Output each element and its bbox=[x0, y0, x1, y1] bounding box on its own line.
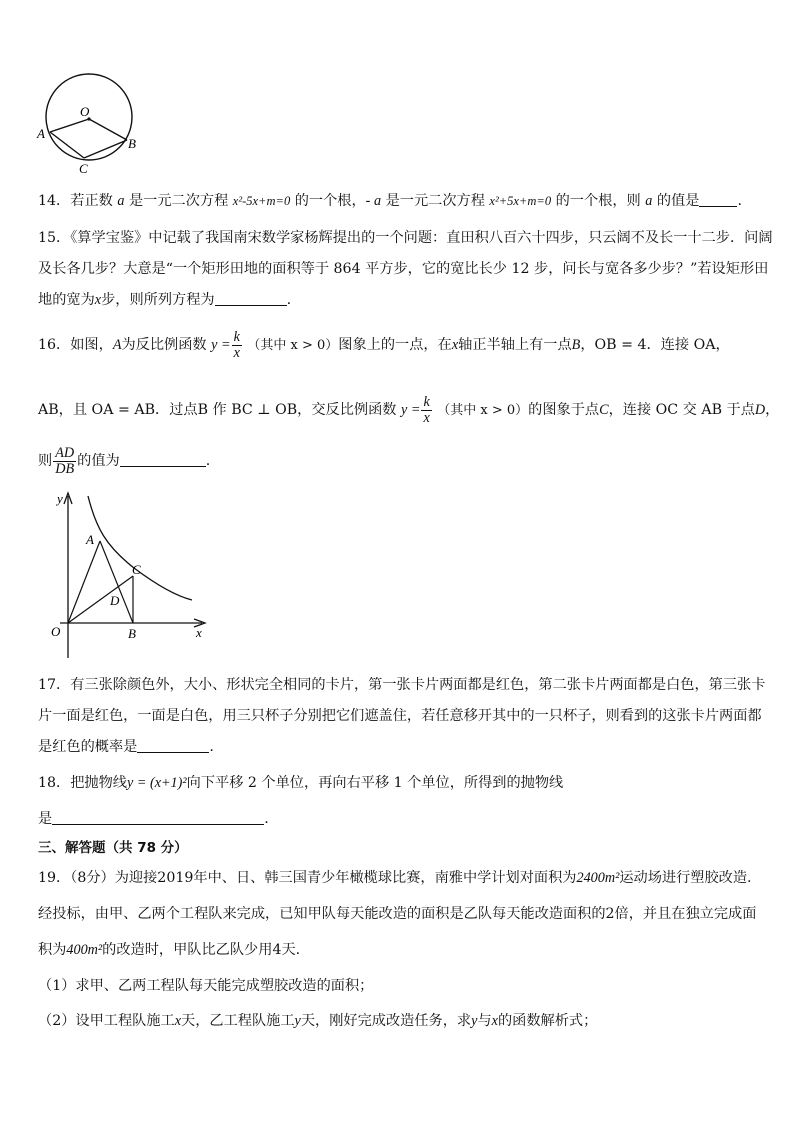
q16-line-2 bbox=[38, 390, 779, 431]
q16-text-3b: 的值为 bbox=[77, 453, 120, 469]
q17-text-3: 是红色的概率是 bbox=[38, 739, 138, 755]
label-y: y bbox=[57, 491, 63, 506]
q15-var-x: x bbox=[94, 292, 102, 308]
q19-part-1: （1）求甲、乙两工程队每天能完成塑胶改造的面积； bbox=[38, 978, 374, 994]
q19-text-1c: 运动场进行塑胶改造. bbox=[619, 870, 752, 886]
label-C: C bbox=[132, 562, 141, 577]
q15-text-3b: 步，则所列方程为 bbox=[101, 292, 215, 308]
q16-answer-blank[interactable] bbox=[120, 452, 206, 467]
label-A: A bbox=[37, 126, 45, 141]
q14-var-a-2: a bbox=[645, 193, 653, 209]
q15-line-1: 15．《算学宝鉴》中记载了我国南宋数学家杨辉提出的一个问题：直田积八百六十四步，只云阔不及长一十二步．问阔 bbox=[38, 230, 773, 246]
q16-text-2d: ，连接 OC 交 AB 于点 bbox=[608, 402, 755, 418]
q19-year: 2019 bbox=[157, 870, 194, 886]
label-x: x bbox=[196, 625, 202, 640]
q16-line-3 bbox=[38, 443, 210, 479]
q18-text-1b: 向下平移 2 个单位，再向右平移 1 个单位，所得到的抛物线 bbox=[186, 775, 564, 791]
q16-ob: ，OB = 4．连接 OA， bbox=[580, 337, 730, 353]
q19-var-y-2: y bbox=[471, 1013, 478, 1029]
q19-area-2: 400m² bbox=[66, 942, 103, 958]
q16-end: . bbox=[205, 453, 211, 469]
q19-text-2b: 倍，并且在独立完成面 bbox=[614, 906, 757, 922]
q16-text-2a: AB，且 OA = AB．过点 bbox=[38, 402, 198, 418]
q14-end: . bbox=[737, 193, 742, 209]
q19-text-p2e: 的函数解析式； bbox=[497, 1013, 598, 1029]
q16-frac-den: x bbox=[233, 344, 240, 361]
q14-text-2: 是一元二次方程 bbox=[128, 193, 229, 209]
label-O: O bbox=[51, 624, 61, 639]
q16-condition-2: （其中 x > 0） bbox=[437, 403, 529, 418]
q17-line-1: 17．有三张除颜色外，大小、形状完全相同的卡片，第一张卡片两面都是红色，第二张卡片两面都是白色，第三张卡 bbox=[38, 677, 766, 693]
q19-text-3a: 积为 bbox=[38, 942, 67, 958]
q16-line-1 bbox=[38, 325, 730, 366]
q16-frac-num-2: k bbox=[423, 393, 430, 410]
q16-frac-den-2: x bbox=[423, 409, 430, 426]
q14-text-3: 的一个根， bbox=[294, 193, 366, 209]
q18-end: . bbox=[264, 811, 269, 827]
segment-OB bbox=[89, 119, 127, 140]
q16-var-A: A bbox=[112, 337, 122, 353]
q14-equation-2: x²+5x+m=0 bbox=[489, 194, 552, 208]
segment-OA bbox=[50, 119, 89, 132]
q19-text-p2c: 天，刚好完成改造任务，求 bbox=[300, 1013, 472, 1029]
q19-days: 4 bbox=[272, 942, 282, 958]
label-B: B bbox=[128, 136, 136, 151]
label-C: C bbox=[79, 161, 88, 176]
q19-area-1: 2400m² bbox=[576, 870, 620, 886]
q16-text-1a: 16．如图， bbox=[38, 337, 113, 353]
q17-line-2: 片一面是红色，一面是白色，用三只杯子分别把它们遮盖住，若任意移开其中的一只杯子，则看到的这张卡片两面都 bbox=[38, 708, 762, 724]
q16-comma: ， bbox=[765, 402, 780, 418]
q14-text-4: 是一元二次方程 bbox=[385, 193, 485, 209]
q14-var-a: a bbox=[117, 193, 125, 209]
q16-var-C: C bbox=[599, 402, 609, 418]
q19-line-3 bbox=[38, 940, 300, 960]
q14-number: 14． bbox=[38, 193, 71, 209]
segment-BC bbox=[84, 140, 127, 158]
q14-answer-blank[interactable] bbox=[699, 192, 737, 207]
q15-answer-blank[interactable] bbox=[215, 291, 287, 306]
q19-text-p2d: 与 bbox=[477, 1013, 492, 1029]
segment-AB bbox=[100, 541, 133, 623]
q15-line-2: 及长各几步？大意是“一个矩形田地的面积等于 864 平方步，它的宽比长少 12 步，问长与宽各多少步？”若设矩形田 bbox=[38, 261, 769, 277]
label-O: O bbox=[80, 104, 90, 119]
q14-text-1: 若正数 bbox=[70, 193, 113, 209]
q16-text-1b: 为反比例函数 bbox=[121, 337, 207, 353]
q19-text-1a: 19．（8分）为迎接 bbox=[38, 870, 158, 886]
circle-figure bbox=[34, 66, 144, 178]
q16-var-B: B bbox=[571, 337, 581, 353]
q18-answer-blank[interactable] bbox=[52, 810, 264, 825]
q16-text-2c: 的图象于点 bbox=[528, 402, 600, 418]
q16-text-1d: 轴正半轴上有一点 bbox=[458, 337, 572, 353]
q15-end: . bbox=[286, 292, 292, 308]
q19-var-y: y bbox=[294, 1013, 301, 1029]
q14-equation-1: x²-5x+m=0 bbox=[232, 194, 291, 208]
q19-text-p2b: 天，乙工程队施工 bbox=[181, 1013, 295, 1029]
question-14 bbox=[38, 191, 742, 211]
q18-text-1a: 18．把抛物线 bbox=[38, 775, 127, 791]
q18-line-1 bbox=[38, 773, 563, 793]
q19-times: 2 bbox=[605, 906, 615, 922]
q16-fraction-k-over-x-2 bbox=[421, 395, 431, 426]
q17-end: . bbox=[209, 739, 214, 755]
q19-text-3b: 的改造时，甲队比乙队少用 bbox=[102, 942, 273, 958]
q16-text-2b: B 作 BC ⊥ OB，交反比例函数 bbox=[197, 402, 397, 418]
q15-line-3 bbox=[38, 290, 291, 310]
q19-text-1b: 年中、日、韩三国青少年橄榄球比赛，南雅中学计划对面积为 bbox=[193, 870, 577, 886]
q16-y-equals-2: y = bbox=[401, 402, 421, 418]
q16-var-x: x bbox=[451, 337, 459, 353]
q19-var-x: x bbox=[174, 1013, 182, 1029]
q16-fraction-ad-db bbox=[53, 446, 76, 477]
q14-text-5: 的一个根，则 bbox=[555, 193, 641, 209]
q17-answer-blank[interactable] bbox=[137, 738, 209, 753]
label-B: B bbox=[128, 626, 136, 641]
label-D: D bbox=[110, 593, 120, 608]
q16-y-equals: y = bbox=[211, 337, 231, 353]
q16-text-3a: 则 bbox=[38, 453, 53, 469]
q16-frac-ad: AD bbox=[55, 444, 75, 461]
label-A: A bbox=[86, 532, 94, 547]
q18-line-2 bbox=[38, 809, 269, 829]
q16-condition: （其中 x > 0） bbox=[247, 338, 339, 353]
q15-text-3a: 地的宽为 bbox=[38, 292, 95, 308]
q16-text-1c: 图象上的一点，在 bbox=[338, 337, 452, 353]
hyperbola-curve bbox=[88, 496, 192, 600]
q19-part-2 bbox=[38, 1011, 597, 1031]
q16-frac-db: DB bbox=[55, 460, 75, 477]
q14-neg-a: - a bbox=[365, 193, 382, 209]
q16-fraction-k-over-x bbox=[232, 330, 242, 361]
q19-text-2a: 经投标，由甲、乙两个工程队来完成，已知甲队每天能改造的面积是乙队每天能改造面积的 bbox=[38, 906, 606, 922]
q18-text-2: 是 bbox=[38, 811, 53, 827]
q19-line-2 bbox=[38, 904, 756, 924]
q16-var-D: D bbox=[754, 402, 766, 418]
q19-text-p2a: （2）设甲工程队施工 bbox=[38, 1013, 175, 1029]
q19-var-x-2: x bbox=[491, 1013, 498, 1029]
q18-function: y = (x+1)² bbox=[127, 775, 187, 791]
q16-frac-num: k bbox=[233, 328, 240, 345]
q14-text-6: 的值是 bbox=[656, 193, 700, 209]
hyperbola-figure bbox=[40, 488, 220, 664]
q19-line-1 bbox=[38, 868, 752, 888]
q17-line-3 bbox=[38, 737, 214, 757]
q19-text-3c: 天. bbox=[281, 942, 301, 958]
section-3-title: 三、解答题（共 78 分） bbox=[38, 840, 188, 856]
